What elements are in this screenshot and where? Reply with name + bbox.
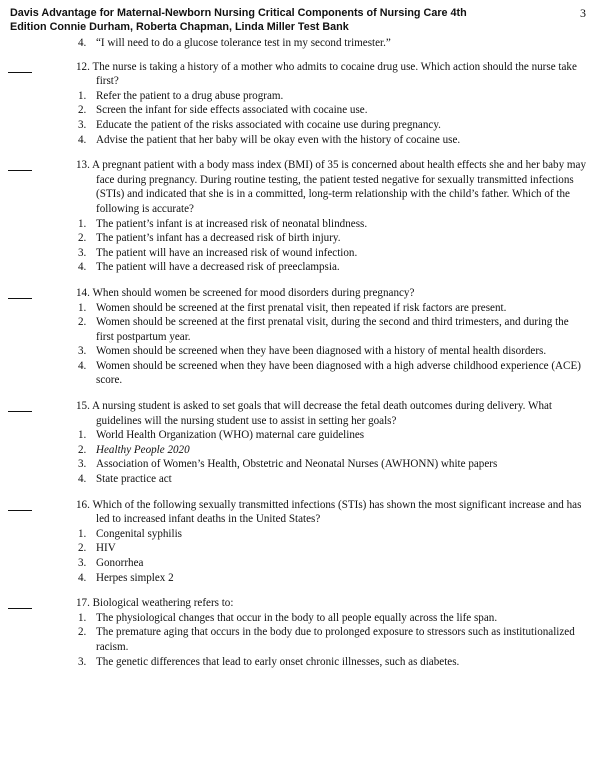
question-stem	[76, 399, 586, 428]
question-2	[0, 286, 600, 388]
option-number: 1.	[78, 611, 87, 624]
answer-blank[interactable]	[8, 510, 32, 511]
option-text: Educate the patient of the risks associated with cocaine use during pregnancy.	[96, 118, 441, 131]
question-number: 13.	[76, 159, 90, 172]
question-text: Which of the following sexually transmitted infections (STIs) has shown the most significant increase and has led to increased infant deaths in the United States?	[92, 498, 582, 526]
question-number: 17.	[76, 597, 90, 610]
option-number: 2.	[78, 232, 87, 245]
answer-option	[76, 457, 586, 472]
option-number: 4.	[78, 571, 87, 584]
answer-blank[interactable]	[8, 411, 32, 412]
answer-option	[76, 315, 586, 344]
answer-option	[76, 359, 586, 388]
question-stem	[76, 286, 586, 301]
option-number: 4.	[78, 261, 87, 274]
question-number: 14.	[76, 286, 90, 299]
option-number: 1.	[78, 217, 87, 230]
option-number: 1.	[78, 527, 87, 540]
question-number: 15.	[76, 400, 90, 413]
answer-option	[76, 118, 586, 133]
carryover-option	[0, 36, 600, 51]
option-number: 3.	[78, 246, 87, 259]
answer-option	[76, 246, 586, 261]
option-text: Refer the patient to a drug abuse program.	[96, 89, 284, 102]
answer-option	[76, 556, 586, 571]
option-number: 2.	[78, 104, 87, 117]
answer-option	[76, 655, 586, 670]
answer-blank[interactable]	[8, 72, 32, 73]
answer-option	[76, 571, 586, 586]
question-list	[0, 36, 600, 680]
option-text: Congenital syphilis	[96, 527, 182, 540]
question-text: Biological weathering refers to:	[92, 597, 234, 610]
option-text: The premature aging that occurs in the body due to prolonged exposure to stressors such as institutionalized racism.	[96, 626, 575, 653]
option-text: The patient will have an increased risk of wound infection.	[96, 246, 358, 259]
option-text: The patient’s infant is at increased risk of neonatal blindness.	[96, 217, 368, 230]
option-text: Women should be screened at the first prenatal visit, then repeated if risk factors are present.	[96, 301, 507, 314]
option-number: 3.	[78, 655, 87, 668]
option-text: Women should be screened at the first prenatal visit, during the second and third trimesters, and during the first postpartum year.	[96, 316, 569, 343]
question-stem	[76, 60, 586, 89]
option-text: The physiological changes that occur in the body to all people equally across the life span.	[96, 611, 498, 624]
option-number: 1.	[78, 89, 87, 102]
option-list	[76, 428, 586, 486]
option-text: Women should be screened when they have been diagnosed with a history of mental health disorders.	[96, 345, 547, 358]
answer-option	[76, 301, 586, 316]
option-number: 4.	[78, 359, 87, 372]
answer-option	[76, 443, 586, 458]
option-number: 2.	[78, 443, 87, 456]
option-list	[76, 301, 586, 389]
option-text: The patient’s infant has a decreased risk of birth injury.	[96, 232, 341, 245]
question-text: A nursing student is asked to set goals that will decrease the fetal death outcomes during delivery. What guidelines will the nursing student use to assist in setting her goals?	[92, 400, 553, 427]
answer-option	[76, 260, 586, 275]
answer-option	[76, 541, 586, 556]
question-text: When should women be screened for mood disorders during pregnancy?	[92, 286, 415, 299]
answer-option	[76, 217, 586, 232]
option-list	[76, 217, 586, 275]
answer-blank[interactable]	[8, 608, 32, 609]
answer-option	[76, 625, 586, 654]
question-number: 16.	[76, 498, 90, 511]
answer-option	[76, 611, 586, 626]
answer-option	[76, 472, 586, 487]
option-text: The genetic differences that lead to early onset chronic illnesses, such as diabetes.	[96, 655, 460, 668]
answer-option	[76, 133, 586, 148]
page-number: 3	[580, 6, 586, 20]
page-header	[10, 6, 550, 34]
option-number: 3.	[78, 458, 87, 471]
answer-blank[interactable]	[8, 170, 32, 171]
option-number: 4.	[78, 37, 87, 49]
option-text: Herpes simplex 2	[96, 571, 174, 584]
option-text: Screen the infant for side effects associated with cocaine use.	[96, 104, 368, 117]
option-number: 1.	[78, 429, 87, 442]
question-0	[0, 60, 600, 148]
question-1	[0, 158, 600, 275]
question-stem	[76, 596, 586, 611]
question-number: 12.	[76, 60, 90, 73]
option-text: The patient will have a decreased risk of preeclampsia.	[96, 261, 340, 274]
option-number: 2.	[78, 316, 87, 329]
option-text: State practice act	[96, 473, 172, 486]
question-stem	[76, 498, 586, 527]
option-text: Gonorrhea	[96, 557, 144, 569]
option-text: Women should be screened when they have been diagnosed with a high adverse childhood experience (ACE) score.	[96, 359, 581, 387]
answer-blank[interactable]	[8, 298, 32, 299]
option-text: World Health Organization (WHO) maternal care guidelines	[96, 429, 365, 442]
option-number: 4.	[78, 133, 87, 146]
question-5	[0, 596, 600, 669]
option-list	[76, 527, 586, 585]
option-number: 2.	[78, 542, 87, 555]
option-number: 2.	[78, 626, 87, 639]
answer-option	[76, 527, 586, 542]
answer-option	[76, 89, 586, 104]
question-text: A pregnant patient with a body mass index (BMI) of 35 is concerned about health effects she and her baby may face during pregnancy. During routine testing, the patient tested negative for sexually transmitted infections (STIs) and indicated that she is in a committed, long-term relationship with the child’s father. Which of the following is accurate?	[92, 159, 586, 215]
question-3	[0, 399, 600, 487]
question-stem	[76, 158, 586, 216]
question-4	[0, 498, 600, 586]
option-number: 3.	[78, 345, 87, 358]
header-line-2: Edition Connie Durham, Roberta Chapman, Linda Miller Test Bank	[10, 21, 349, 33]
option-number: 4.	[78, 473, 87, 486]
option-text: HIV	[96, 542, 116, 555]
answer-option	[76, 344, 586, 359]
option-text: Advise the patient that her baby will be okay even with the history of cocaine use.	[96, 133, 461, 146]
option-list	[76, 611, 586, 669]
option-number: 3.	[78, 557, 87, 569]
question-text: The nurse is taking a history of a mother who admits to cocaine drug use. Which action should the nurse take first?	[92, 60, 577, 88]
answer-option	[76, 428, 586, 443]
answer-option	[76, 103, 586, 118]
option-text: “I will need to do a glucose tolerance test in my second trimester.”	[96, 37, 391, 49]
answer-option	[76, 231, 586, 246]
option-text: Association of Women’s Health, Obstetric and Neonatal Nurses (AWHONN) white papers	[96, 458, 498, 471]
option-number: 1.	[78, 301, 87, 314]
header-line-1: Davis Advantage for Maternal-Newborn Nursing Critical Components of Nursing Care 4th	[10, 7, 467, 19]
option-text: Healthy People 2020	[96, 443, 190, 456]
option-list	[76, 89, 586, 147]
option-number: 3.	[78, 118, 87, 131]
